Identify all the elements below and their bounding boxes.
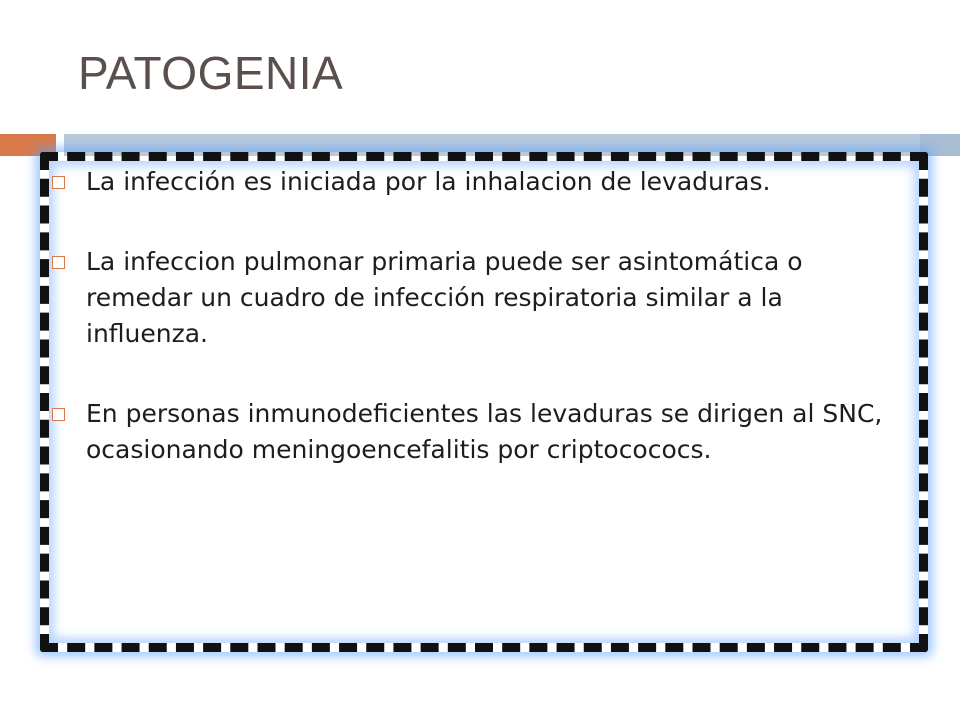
bullet-text: La infeccion pulmonar primaria puede ser asintomática o remedar un cuadro de infección respiratoria similar a la influenza. [86,247,803,348]
slide-title: PATOGENIA [78,47,344,99]
bullet-item [52,396,902,468]
square-bullet-icon [52,408,65,421]
bullet-text: La infección es iniciada por la inhalacion de levaduras. [86,167,771,196]
square-bullet-icon [52,176,65,189]
square-bullet-icon [52,256,65,269]
bullet-item [52,244,902,352]
bullet-item [52,164,902,200]
bullet-list [52,164,902,512]
bullet-text: En personas inmunodeficientes las levaduras se dirigen al SNC, ocasionando meningoencefalitis por criptocococs. [86,399,883,464]
